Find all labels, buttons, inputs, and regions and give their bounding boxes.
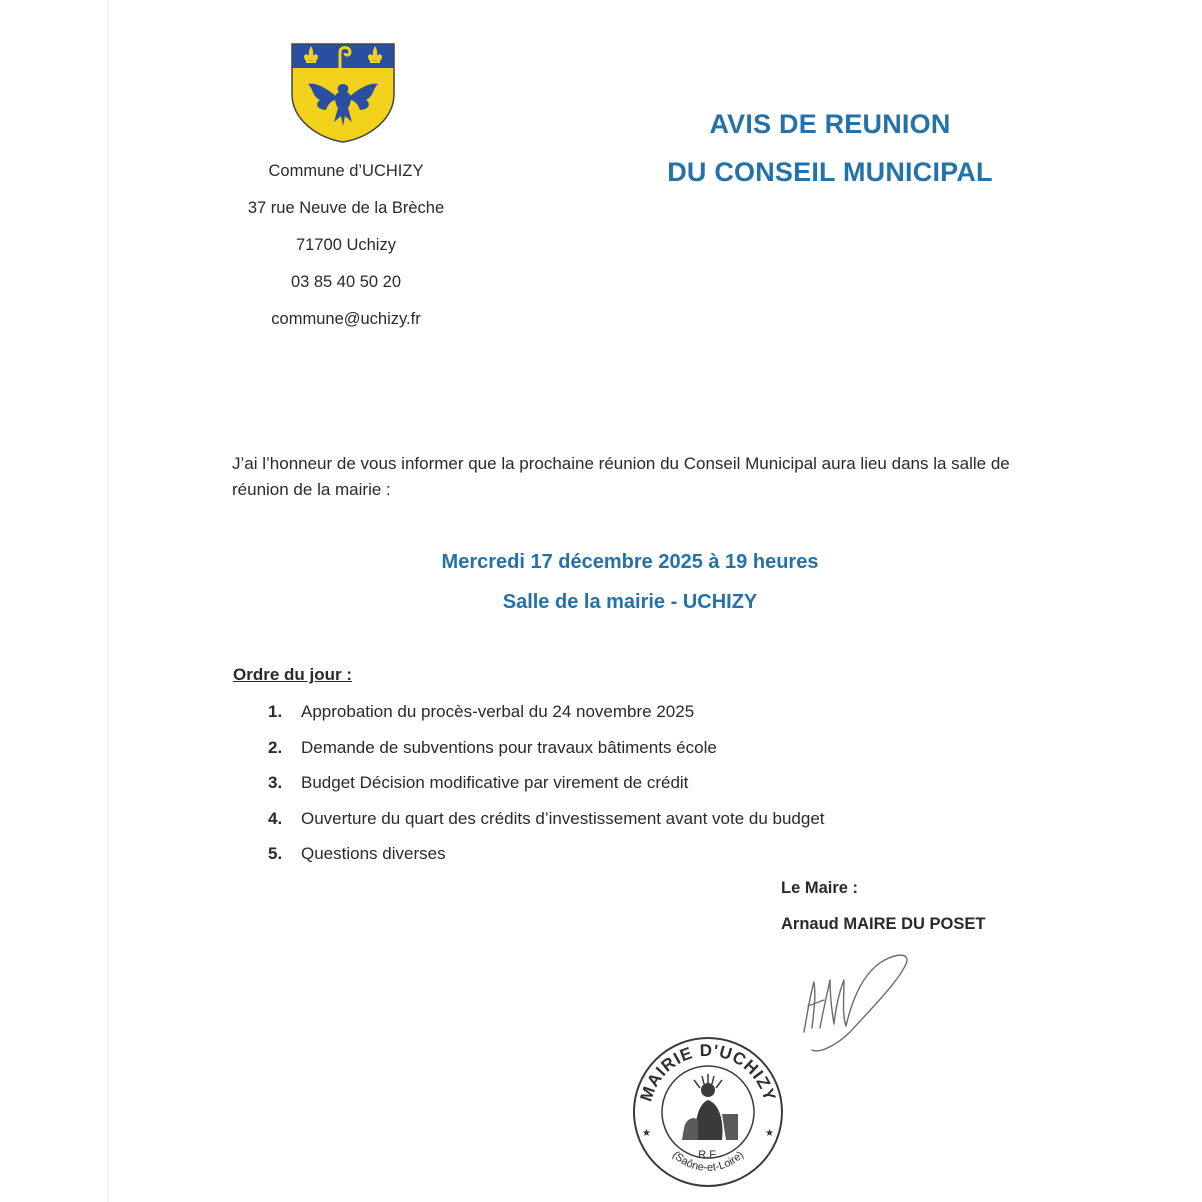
agenda-item — [268, 770, 988, 806]
postal-city: 71700 Uchizy — [296, 236, 396, 254]
commune-name: Commune d’UCHIZY — [268, 162, 424, 180]
agenda-item-number: 2. — [268, 737, 283, 757]
scan-margin-line — [108, 0, 109, 1202]
email-address: commune@uchizy.fr — [271, 310, 421, 328]
stamp-center-text: R.F. — [698, 1149, 718, 1161]
agenda-item — [268, 699, 988, 735]
agenda-item-text: Questions diverses — [301, 844, 446, 863]
agenda-item-text: Ouverture du quart des crédits d’investissement avant vote du budget — [301, 808, 825, 828]
agenda-item-number: 1. — [268, 702, 283, 721]
notice-title — [620, 106, 1040, 202]
agenda-item-text: Demande de subventions pour travaux bâtiments école — [301, 737, 717, 757]
svg-text:★: ★ — [765, 1128, 774, 1139]
agenda-heading: Ordre du jour : — [233, 665, 352, 684]
agenda-item — [268, 735, 988, 771]
agenda-item — [268, 806, 988, 842]
agenda-item — [268, 841, 988, 877]
agenda-item-text: Budget Décision modificative par virement de crédit — [301, 773, 689, 792]
agenda-item-number: 5. — [268, 844, 283, 863]
agenda-item-number: 3. — [268, 773, 283, 792]
meeting-date: Mercredi 17 décembre 2025 à 19 heures — [441, 551, 819, 573]
official-stamp-icon — [628, 1030, 788, 1190]
signature-icon — [790, 940, 920, 1060]
agenda-list — [268, 699, 988, 877]
stamp-bottom-text: (Saône-et-Loire) — [669, 1149, 747, 1174]
phone-number: 03 85 40 50 20 — [290, 273, 402, 291]
agenda-item-number: 4. — [268, 808, 283, 828]
title-line-2: DU CONSEIL MUNICIPAL — [667, 157, 993, 187]
title-line-1: AVIS DE REUNION — [709, 109, 951, 139]
intro-paragraph: J’ai l’honneur de vous informer que la prochaine réunion du Conseil Municipal aura lieu dans la salle de réunion de la mairie : — [232, 454, 1010, 499]
mayor-signoff — [781, 876, 985, 948]
stamp-top-text: MAIRIE D'UCHIZY — [636, 1040, 780, 1104]
sender-address-block — [200, 160, 492, 345]
agenda-item-text: Approbation du procès-verbal du 24 novembre 2025 — [301, 702, 695, 721]
svg-text:★: ★ — [642, 1128, 651, 1139]
mayor-name: Arnaud MAIRE DU POSET — [781, 915, 986, 933]
meeting-details — [330, 546, 930, 626]
mayor-role: Le Maire : — [781, 879, 859, 897]
coat-of-arms-icon — [290, 42, 396, 144]
meeting-place: Salle de la mairie - UCHIZY — [502, 591, 758, 613]
street-address: 37 rue Neuve de la Brèche — [247, 199, 445, 217]
